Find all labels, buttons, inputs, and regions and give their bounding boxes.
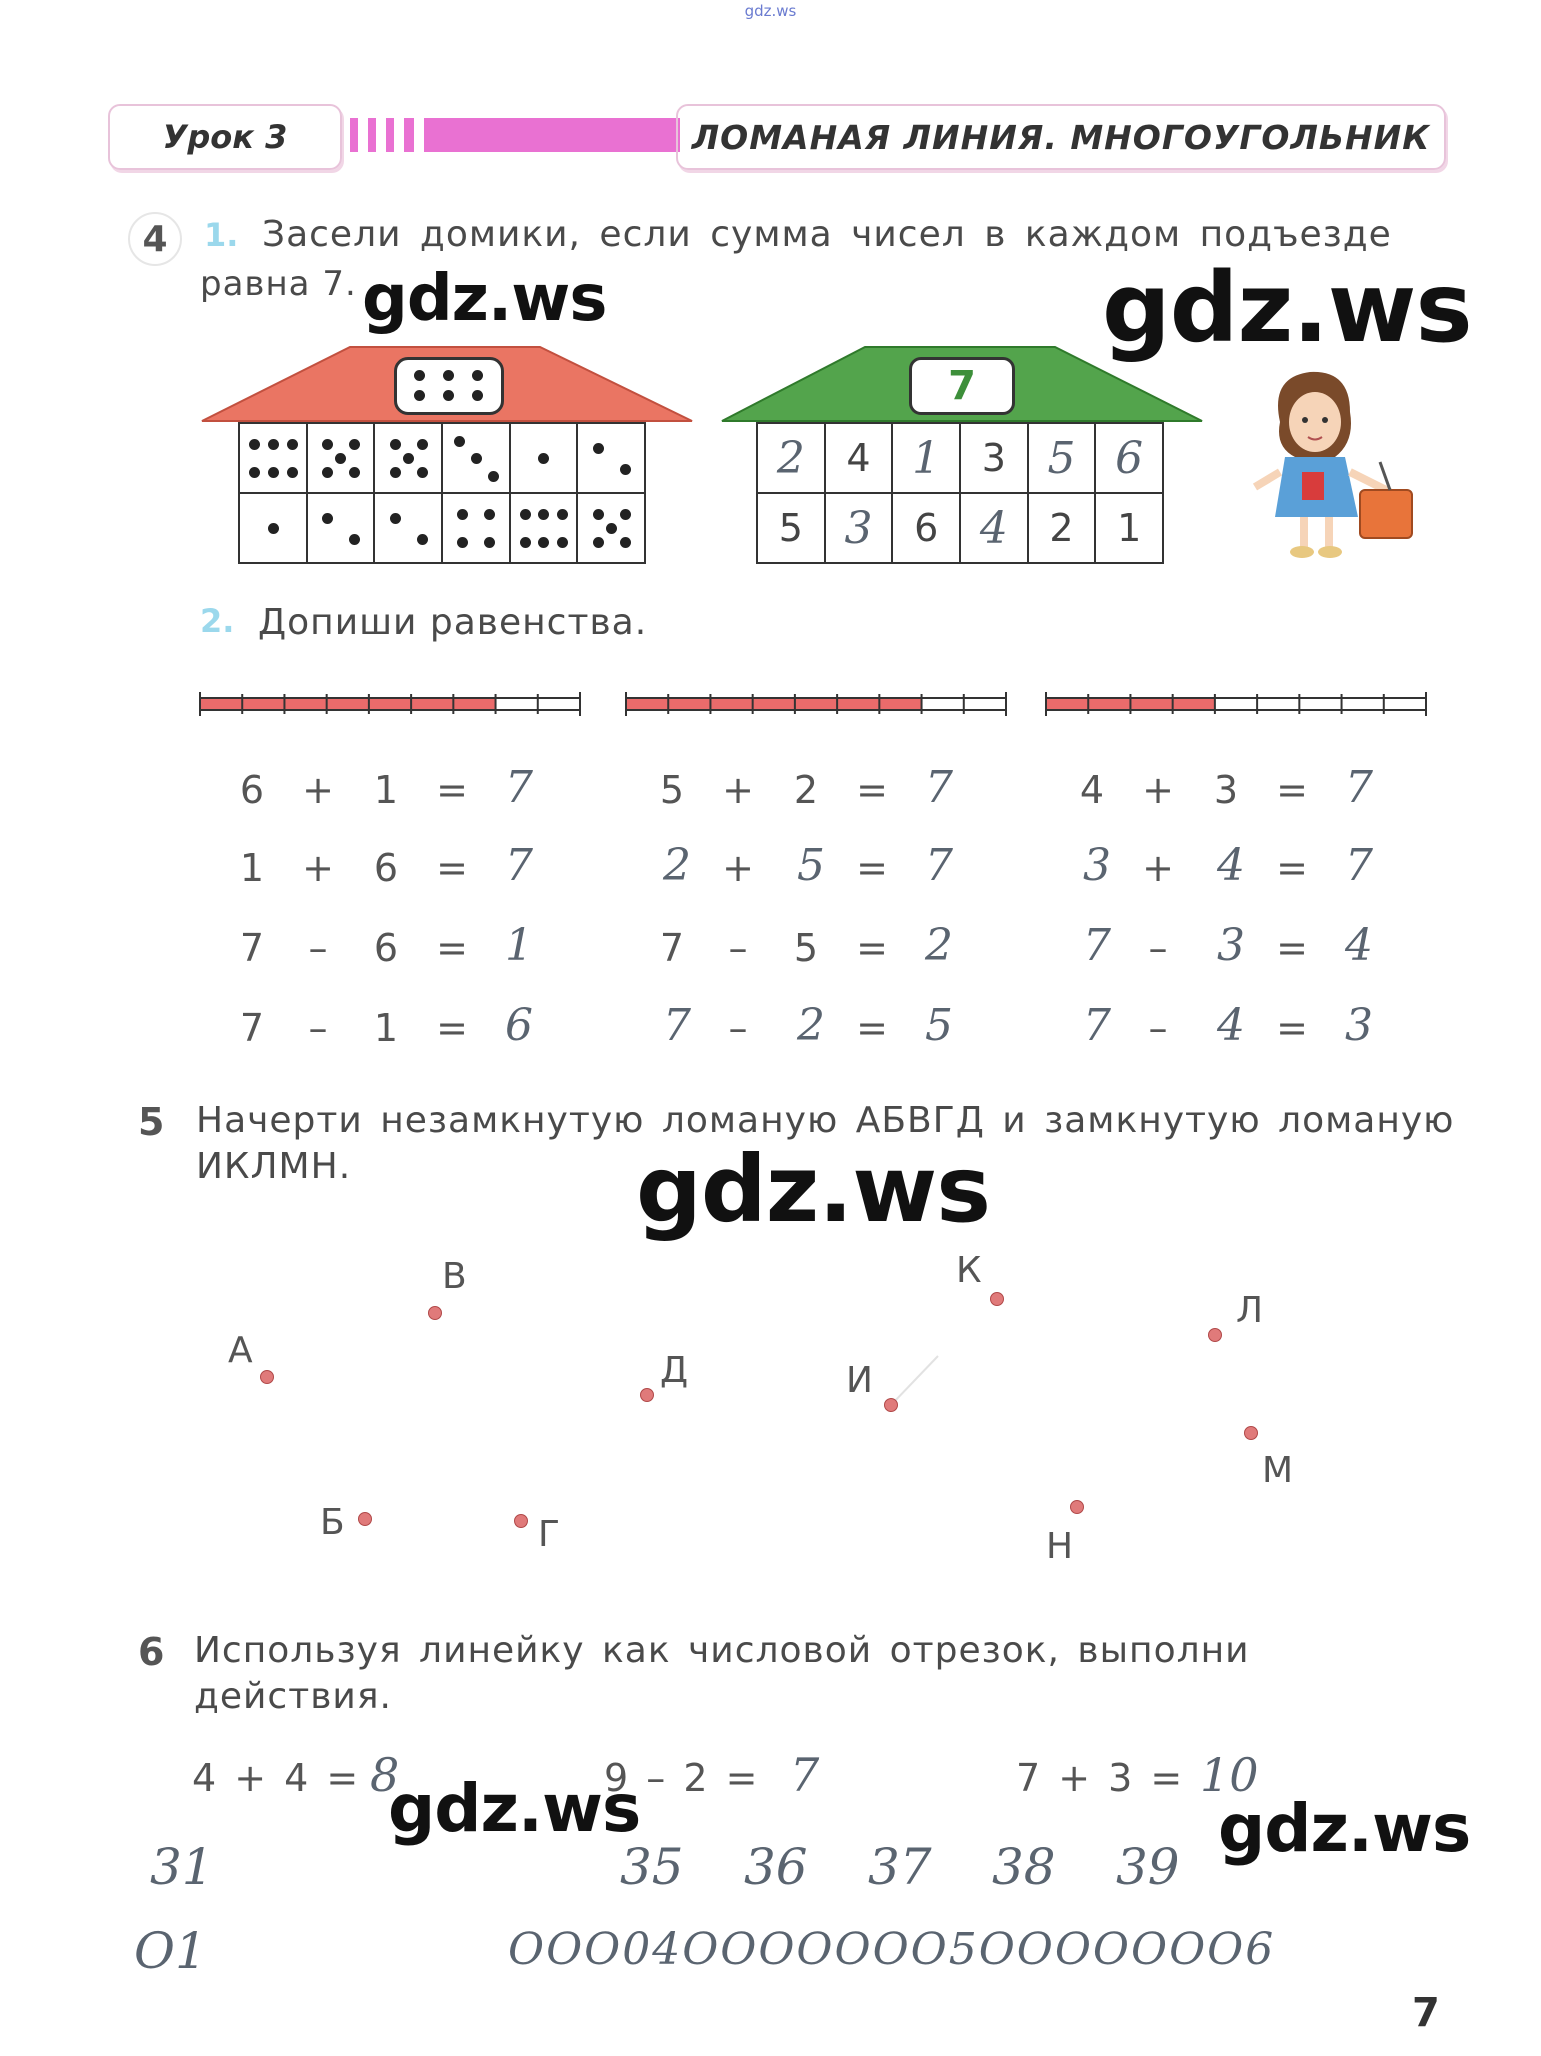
house-2-cell: 2 — [756, 422, 826, 494]
house-2-roof-number: 7 — [909, 357, 1015, 415]
equation-operator: + — [722, 768, 754, 812]
copybook-line-1-start: 31 — [150, 1838, 214, 1896]
equation-answer: 7 — [1345, 840, 1373, 891]
house-2-cell: 6 — [1094, 422, 1164, 494]
point-b — [358, 1512, 372, 1526]
equation-operator: = — [436, 1006, 468, 1050]
task-6-text-line2: действия. — [194, 1676, 392, 1717]
equation-operator: + — [1142, 768, 1174, 812]
task-4-1-text-line1: Засели домики, если сумма чисел в каждом подъезде — [262, 214, 1392, 255]
house-2-cell: 4 — [824, 422, 894, 494]
exercise-1-answer: 8 — [370, 1748, 400, 1802]
watermark-4: gdz.ws — [388, 1770, 641, 1847]
equation-operand: 5 — [797, 840, 825, 891]
equation-operand: 1 — [373, 768, 399, 812]
copybook-line-2-sequence: ООО04ООООООО5ООООООО6 — [508, 1924, 1276, 1975]
equation-operand: 7 — [1083, 1000, 1111, 1051]
equation-answer: 1 — [505, 920, 533, 971]
copybook-number: 35 — [620, 1838, 684, 1896]
equation-operand: 3 — [1217, 920, 1245, 971]
equation-operand: 2 — [793, 768, 819, 812]
equation-operator: – — [728, 926, 748, 970]
equation-operand: 3 — [1083, 840, 1111, 891]
watermark-3: gdz.ws — [636, 1136, 990, 1243]
task-5-text-line1: Начерти незамкнутую ломаную АБВГД и замкнутую ломаную — [196, 1100, 1455, 1141]
point-label-l: Л — [1236, 1290, 1264, 1331]
equation-operand: 6 — [239, 768, 265, 812]
task-6-text-line1: Используя линейку как числовой отрезок, выполни — [194, 1630, 1250, 1671]
exercise-2-answer: 7 — [790, 1748, 820, 1802]
top-watermark: gdz.ws — [744, 2, 797, 20]
task-4-1-number: 1. — [204, 216, 239, 254]
task-4-2-text: Допиши равенства. — [258, 602, 648, 643]
point-label-n: Н — [1046, 1526, 1074, 1567]
equation-operator: = — [1276, 846, 1308, 890]
equation-answer: 4 — [1345, 920, 1373, 971]
equation-operator: = — [436, 768, 468, 812]
equation-answer: 7 — [1345, 762, 1373, 813]
equation-operator: = — [856, 768, 888, 812]
equation-operand: 1 — [239, 846, 265, 890]
copybook-number: 38 — [992, 1838, 1056, 1896]
house-2-cell: 4 — [959, 492, 1029, 564]
point-v — [428, 1306, 442, 1320]
equation-operand: 7 — [1083, 920, 1111, 971]
point-label-k: К — [956, 1250, 982, 1291]
point-d — [640, 1388, 654, 1402]
equation-operator: + — [302, 768, 334, 812]
equation-answer: 6 — [505, 1000, 533, 1051]
equation-operand: 3 — [1213, 768, 1239, 812]
exercise-3-answer: 10 — [1200, 1748, 1259, 1802]
task-6-number: 6 — [138, 1630, 165, 1674]
equation-operator: – — [308, 926, 328, 970]
equation-operand: 4 — [1079, 768, 1105, 812]
equation-operand: 7 — [663, 1000, 691, 1051]
equation-operand: 4 — [1217, 840, 1245, 891]
equation-answer: 7 — [505, 840, 533, 891]
house-2-cell: 5 — [1027, 422, 1097, 494]
house-2-cell: 2 — [1027, 492, 1097, 564]
equation-operand: 2 — [797, 1000, 825, 1051]
point-l — [1208, 1328, 1222, 1342]
equation-operator: – — [1148, 926, 1168, 970]
point-label-v: В — [442, 1256, 467, 1297]
equation-operand: 2 — [663, 840, 691, 891]
point-label-m: М — [1262, 1450, 1294, 1491]
point-a — [260, 1370, 274, 1384]
equation-answer: 7 — [925, 840, 953, 891]
house-2-cell: 3 — [959, 422, 1029, 494]
equation-operator: – — [308, 1006, 328, 1050]
copybook-number: 36 — [744, 1838, 808, 1896]
equation-operator: = — [856, 926, 888, 970]
page-number: 7 — [1412, 1990, 1440, 2036]
lesson-label: Урок 3 — [108, 104, 342, 170]
equation-operator: – — [1148, 1006, 1168, 1050]
watermark-2: gdz.ws — [1102, 252, 1472, 364]
point-k — [990, 1292, 1004, 1306]
equation-answer: 7 — [505, 762, 533, 813]
point-label-a: А — [228, 1330, 253, 1371]
house-2-cell: 3 — [824, 492, 894, 564]
equation-operator: = — [856, 1006, 888, 1050]
equation-operand: 1 — [373, 1006, 399, 1050]
copybook-line-2-start: О1 — [134, 1922, 207, 1980]
equation-answer: 7 — [925, 762, 953, 813]
house-2-cell: 5 — [756, 492, 826, 564]
point-g — [514, 1514, 528, 1528]
equation-operator: + — [302, 846, 334, 890]
point-m — [1244, 1426, 1258, 1440]
point-label-g: Г — [538, 1514, 560, 1555]
watermark-1: gdz.ws — [362, 262, 607, 336]
exercise-2-expr: 9 – 2 = — [604, 1756, 758, 1800]
equation-operand: 4 — [1217, 1000, 1245, 1051]
page-title: ЛОМАНАЯ ЛИНИЯ. МНОГОУГОЛЬНИК — [676, 104, 1446, 170]
equation-answer: 5 — [925, 1000, 953, 1051]
task-4-1-text-line2: равна 7. — [200, 264, 357, 304]
equation-operator: = — [856, 846, 888, 890]
point-label-b: Б — [320, 1502, 345, 1543]
copybook-number: 39 — [1116, 1838, 1180, 1896]
equation-operand: 5 — [659, 768, 685, 812]
equation-operator: = — [436, 846, 468, 890]
task-4-number: 4 — [142, 218, 168, 260]
task-5-text-line2: ИКЛМН. — [196, 1146, 352, 1187]
watermark-5: gdz.ws — [1218, 1790, 1471, 1867]
equation-answer: 2 — [925, 920, 953, 971]
exercise-1-expr: 4 + 4 = — [192, 1756, 359, 1800]
equation-operand: 6 — [373, 846, 399, 890]
point-i — [884, 1398, 898, 1412]
equation-answer: 3 — [1345, 1000, 1373, 1051]
house-2-cell: 1 — [891, 422, 961, 494]
house-2-cell: 1 — [1094, 492, 1164, 564]
point-n — [1070, 1500, 1084, 1514]
exercise-3-expr: 7 + 3 = — [1016, 1756, 1183, 1800]
task-5-number: 5 — [138, 1100, 165, 1144]
point-label-i: И — [846, 1360, 873, 1401]
equation-operator: + — [1142, 846, 1174, 890]
equation-operand: 5 — [793, 926, 819, 970]
equation-operator: = — [436, 926, 468, 970]
equation-operator: = — [1276, 926, 1308, 970]
house-2-cell: 6 — [891, 492, 961, 564]
equation-operand: 7 — [239, 926, 265, 970]
copybook-line-1-numbers — [620, 1838, 1220, 1898]
equation-operand: 6 — [373, 926, 399, 970]
equation-operator: + — [722, 846, 754, 890]
equation-operand: 7 — [659, 926, 685, 970]
equation-operator: = — [1276, 768, 1308, 812]
task-4-2-number: 2. — [200, 602, 235, 640]
equation-operand: 7 — [239, 1006, 265, 1050]
equation-operator: = — [1276, 1006, 1308, 1050]
equation-operator: – — [728, 1006, 748, 1050]
copybook-number: 37 — [868, 1838, 932, 1896]
point-label-d: Д — [660, 1350, 689, 1391]
